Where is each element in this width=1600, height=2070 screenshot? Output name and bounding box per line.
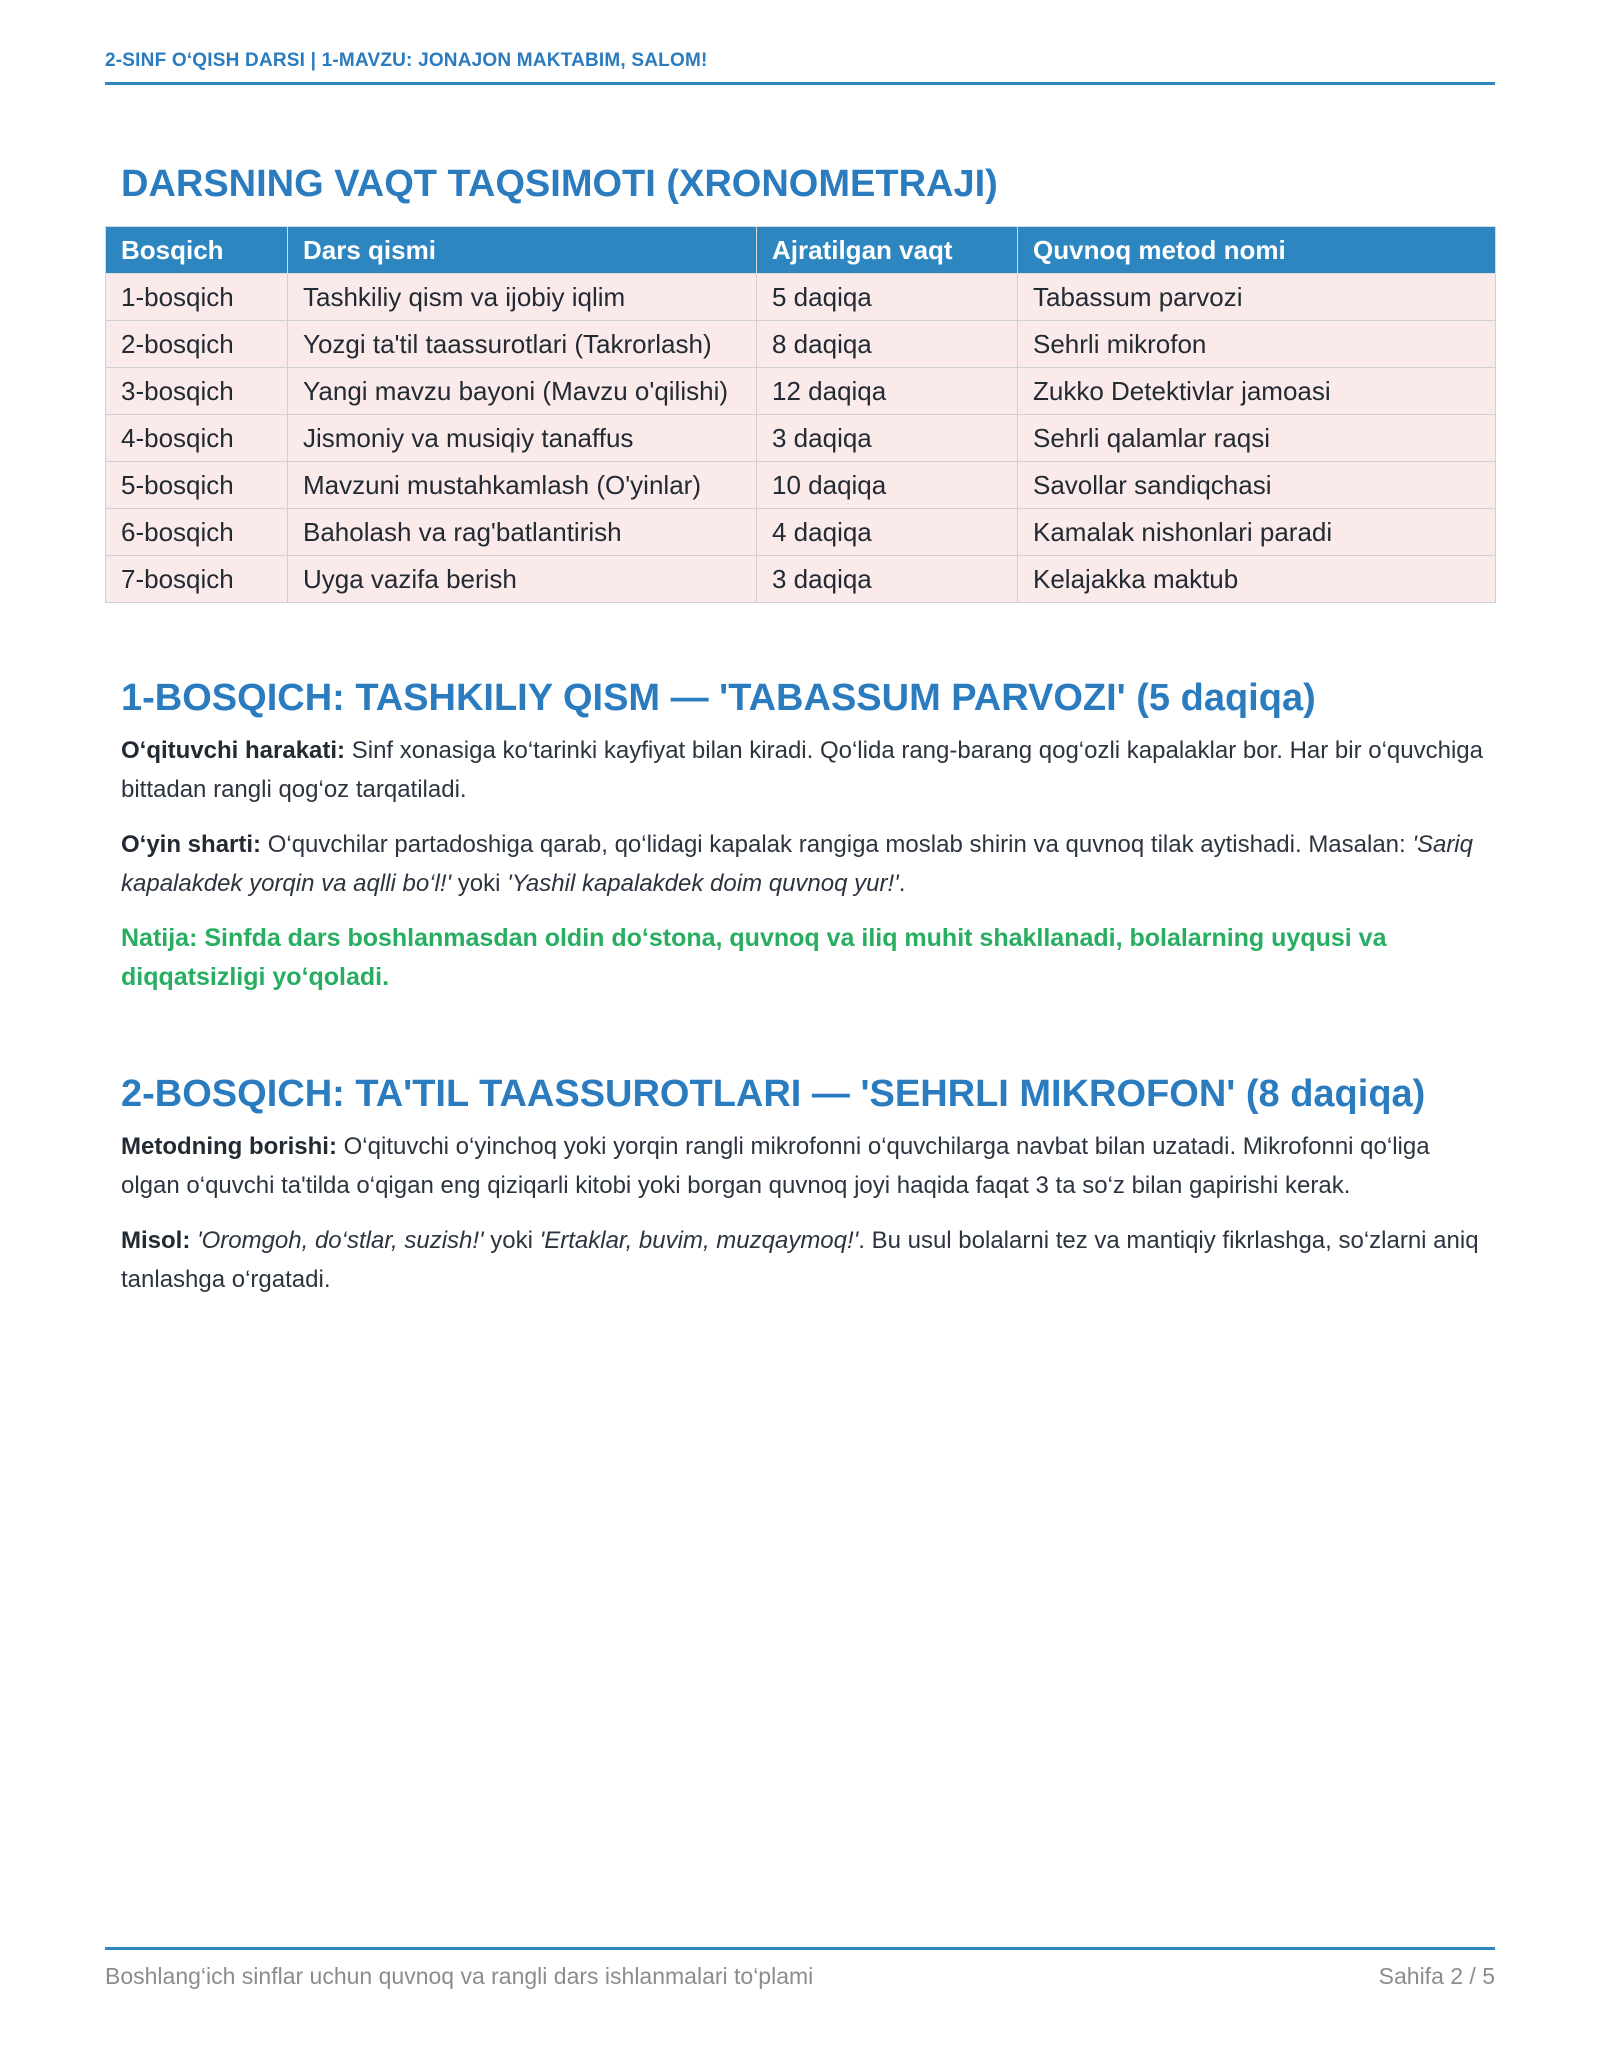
cell-stage: 6-bosqich [106,509,288,556]
teacher-action-paragraph [121,731,1483,809]
cell-stage: 3-bosqich [106,368,288,415]
main-content [105,155,1495,1299]
cell-time: 12 daqiqa [757,368,1018,415]
column-header-lesson-part: Dars qismi [288,227,757,274]
game-rule-label: O‘yin sharti: [121,831,262,858]
game-rule-example-2: 'Yashil kapalakdek doim quvnoq yur!' [507,870,899,897]
column-header-stage: Bosqich [106,227,288,274]
cell-method: Kelajakka maktub [1018,556,1496,603]
cell-lesson-part: Yozgi ta'til taassurotlari (Takrorlash) [288,321,757,368]
footer-page-number: Sahifa 2 / 5 [1378,1963,1495,1989]
cell-method: Sehrli qalamlar raqsi [1018,415,1496,462]
cell-stage: 7-bosqich [106,556,288,603]
teacher-action-label: O‘qituvchi harakati: [121,737,346,764]
table-row [106,274,1496,321]
game-rule-text: O‘quvchilar partadoshiga qarab, qo‘lidagi kapalak rangiga moslab shirin va quvnoq tilak aytishadi. Masalan: [261,831,1413,858]
example-connector: yoki [483,1227,540,1254]
cell-stage: 2-bosqich [106,321,288,368]
method-process-paragraph [121,1127,1483,1205]
stage1-title: 1-BOSQICH: TASHKILIY QISM — 'TABASSUM PARVOZI' (5 daqiqa) [121,677,1316,719]
stage2-title: 2-BOSQICH: TA'TIL TAASSUROTLARI — 'SEHRLI MIKROFON' (8 daqiqa) [121,1073,1426,1115]
table-header-row [106,227,1496,274]
stage1-section [121,671,1483,997]
footer-divider [105,1947,1495,1950]
cell-lesson-part: Mavzuni mustahkamlash (O'yinlar) [288,462,757,509]
cell-lesson-part: Uyga vazifa berish [288,556,757,603]
cell-time: 10 daqiqa [757,462,1018,509]
footer-collection-title: Boshlang‘ich sinflar uchun quvnoq va rangli dars ishlanmalari to‘plami [105,1963,814,1989]
game-rule-example-1: 'Sariq kapalakdek yorqin va aqlli bo‘l!' [121,831,1473,897]
example-label: Misol: [121,1227,191,1254]
cell-time: 3 daqiqa [757,415,1018,462]
table-row [106,415,1496,462]
game-rule-connector: yoki [451,870,508,897]
cell-lesson-part: Jismoniy va musiqiy tanaffus [288,415,757,462]
cell-method: Kamalak nishonlari paradi [1018,509,1496,556]
table-row [106,462,1496,509]
stage2-section [121,1067,1483,1299]
teacher-action-text: Sinf xonasiga ko‘tarinki kayfiyat bilan kiradi. Qo‘lida rang-barang qog‘ozli kapalaklar bor. Har bir o‘quvchiga bittadan rangli qog‘oz tarqatiladi. [121,737,1483,803]
example-paragraph [121,1221,1483,1299]
game-rule-paragraph [121,825,1483,903]
cell-lesson-part: Tashkiliy qism va ijobiy iqlim [288,274,757,321]
cell-stage: 4-bosqich [106,415,288,462]
method-process-text: O‘qituvchi o‘yinchoq yoki yorqin rangli mikrofonni o‘quvchilarga navbat bilan uzatadi. Mikrofonni qo‘liga olgan o‘quvchi ta'tilda o‘qigan eng qiziqarli kitobi yoki borgan quvnoq joyi haqida faqat 3 ta so‘z bilan gapirishi kerak. [121,1133,1430,1199]
cell-time: 4 daqiqa [757,509,1018,556]
method-process-label: Metodning borishi: [121,1133,337,1160]
table-row [106,321,1496,368]
cell-method: Zukko Detektivlar jamoasi [1018,368,1496,415]
table-row [106,509,1496,556]
table-row [106,368,1496,415]
game-rule-end: . [898,870,906,897]
cell-lesson-part: Yangi mavzu bayoni (Mavzu o'qilishi) [288,368,757,415]
header-divider [105,82,1495,85]
cell-stage: 5-bosqich [106,462,288,509]
cell-time: 3 daqiqa [757,556,1018,603]
cell-method: Sehrli mikrofon [1018,321,1496,368]
example-2: 'Ertaklar, buvim, muzqaymoq!' [539,1227,859,1254]
cell-time: 5 daqiqa [757,274,1018,321]
stage1-result: Natija: Sinfda dars boshlanmasdan oldin do‘stona, quvnoq va iliq muhit shakllanadi, bolalarning uyqusi va diqqatsizligi yo‘qoladi. [121,924,1387,991]
column-header-time: Ajratilgan vaqt [757,227,1018,274]
cell-method: Tabassum parvozi [1018,274,1496,321]
cell-stage: 1-bosqich [106,274,288,321]
example-1: 'Oromgoh, do‘stlar, suzish!' [197,1227,484,1254]
timing-table [105,226,1496,603]
column-header-method: Quvnoq metod nomi [1018,227,1496,274]
table-row [106,556,1496,603]
cell-time: 8 daqiqa [757,321,1018,368]
cell-method: Savollar sandiqchasi [1018,462,1496,509]
example-end-text: . Bu usul bolalarni tez va mantiqiy fikrlashga, so‘zlarni aniq tanlashga o‘rgatadi. [121,1227,1479,1293]
cell-lesson-part: Baholash va rag'batlantirish [288,509,757,556]
running-header: 2-SINF O‘QISH DARSI | 1-MAVZU: JONAJON MAKTABIM, SALOM! [105,50,708,71]
timing-section-title: DARSNING VAQT TAQSIMOTI (XRONOMETRAJI) [121,163,998,205]
